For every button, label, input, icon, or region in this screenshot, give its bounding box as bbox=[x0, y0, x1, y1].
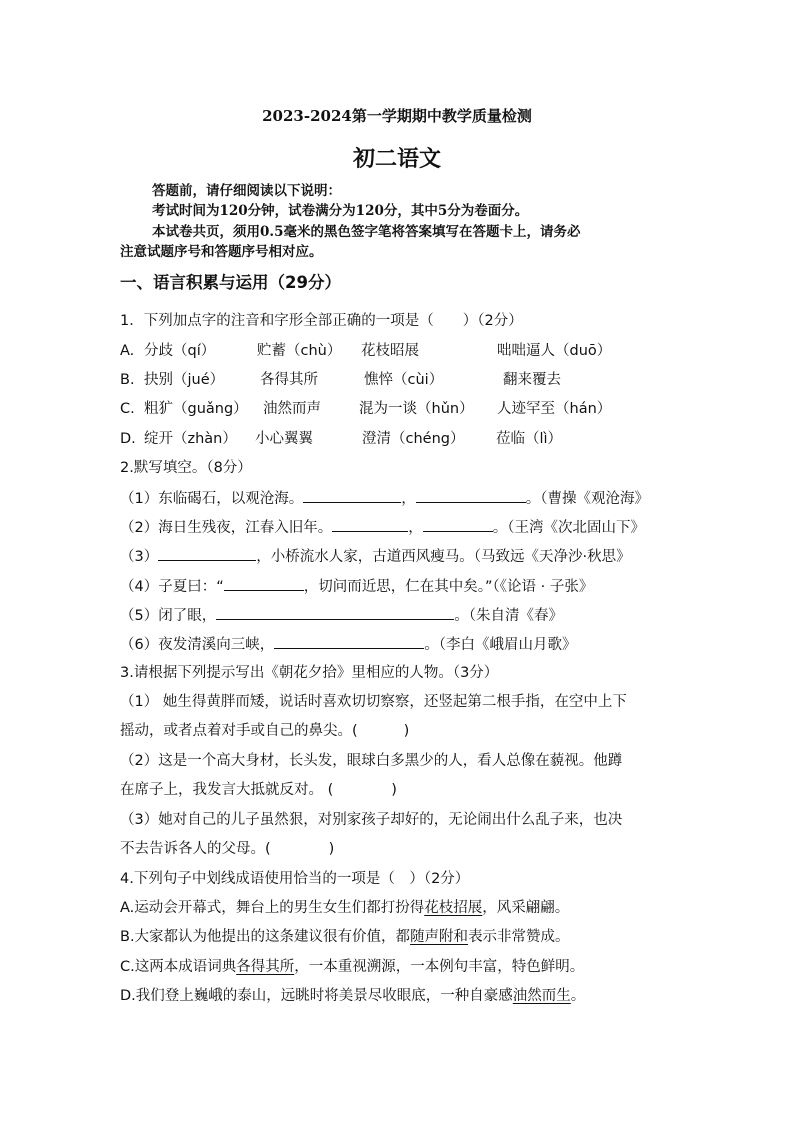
q4-option-a: A.运动会开幕式，舞台上的男生女生们都打扮得花枝招展，风采翩翩。 bbox=[120, 900, 570, 916]
option-label: C. bbox=[120, 401, 135, 417]
q3-item-3-line-1: （3）她对自己的儿子虽然狠，对别家孩子却好的，无论闹出什么乱子来，也决 bbox=[120, 812, 623, 828]
q2-item-5: （5）闭了眼， 。（朱自清《春》 bbox=[120, 604, 563, 626]
q2-item-3: （3） ，小桥流水人家，古道西风瘦马。（马致远《天净沙·秋思》 bbox=[120, 545, 631, 567]
q2-item-4: （4）子夏曰：“ ，切问而近思，仁在其中矣。”（《论语 · 子张》 bbox=[120, 575, 593, 597]
q4-option-d: D.我们登上巍峨的泰山，远眺时将美景尽收眼底，一种自豪感油然而生。 bbox=[120, 988, 586, 1004]
q2-stem: 2.默写填空。（8分） bbox=[120, 460, 252, 476]
q3-item-1-line-2: 摇动，或者点着对手或自己的鼻尖。( ) bbox=[120, 723, 410, 739]
option-item: 花枝昭展 bbox=[361, 343, 419, 359]
answer-blank[interactable] bbox=[158, 545, 256, 561]
underlined-idiom: 各得其所 bbox=[236, 959, 295, 975]
answer-blank[interactable] bbox=[224, 575, 304, 591]
instructions-line-2a: 本试卷共页，须用0.5毫米的黑色签字笔将答案填写在答题卡上，请务必 bbox=[152, 224, 581, 240]
q2-item-1: （1）东临碣石，以观沧海。 ， 。（曹操《观沧海》 bbox=[120, 487, 649, 509]
option-item: 绽开（zhàn） bbox=[144, 431, 237, 447]
option-item: 混为一谈（hǔn） bbox=[359, 401, 474, 417]
instructions-line-2b: 注意试题序号和答题序号相对应。 bbox=[120, 244, 323, 260]
option-item: 澄清（chéng） bbox=[362, 431, 465, 447]
option-item: 莅临（lì） bbox=[496, 431, 563, 447]
option-label: B. bbox=[120, 372, 135, 388]
instructions-line-1: 考试时间为120分钟，试卷满分为120分，其中5分为卷面分。 bbox=[152, 203, 529, 219]
answer-blank[interactable] bbox=[423, 516, 493, 532]
option-item: 贮蓄（chù） bbox=[257, 343, 342, 359]
option-item: 憔悴（cùi） bbox=[364, 372, 444, 388]
answer-blank[interactable] bbox=[274, 633, 424, 649]
option-item: 油然而声 bbox=[263, 401, 321, 417]
q4-stem: 4.下列句子中划线成语使用恰当的一项是（ ）（2分） bbox=[120, 871, 470, 887]
q2-item-6: （6）夜发清溪向三峡， 。（李白《峨眉山月歌》 bbox=[120, 633, 576, 655]
option-item: 抉别（jué） bbox=[144, 372, 225, 388]
instructions-intro: 答题前，请仔细阅读以下说明： bbox=[152, 183, 341, 199]
exam-title: 2023-2024第一学期期中教学质量检测 bbox=[262, 107, 532, 125]
q1-stem: 1．下列加点字的注音和字形全部正确的一项是（ ）（2分） bbox=[120, 313, 523, 329]
option-item: 小心翼翼 bbox=[255, 431, 313, 447]
q4-option-b: B.大家都认为他提出的这条建议很有价值，都随声附和表示非常赞成。 bbox=[120, 929, 570, 945]
answer-blank[interactable] bbox=[416, 487, 526, 503]
option-item: 咄咄逼人（duō） bbox=[497, 343, 612, 359]
section-1-title: 一、语言积累与运用（29分） bbox=[120, 273, 341, 292]
q3-item-1-line-1: （1） 她生得黄胖而矮，说话时喜欢切切察察，还竖起第二根手指，在空中上下 bbox=[120, 694, 627, 710]
q3-item-2-line-1: （2）这是一个高大身材，长头发，眼球白多黑少的人，看人总像在藐视。他蹲 bbox=[120, 753, 623, 769]
q2-item-2: （2）海日生残夜，江春入旧年。 ， 。（王湾《次北固山下》 bbox=[120, 516, 645, 538]
q3-item-3-line-2: 不去告诉各人的父母。( ) bbox=[120, 841, 335, 857]
answer-blank[interactable] bbox=[216, 604, 454, 620]
option-item: 分歧（qí） bbox=[144, 343, 216, 359]
underlined-idiom: 随声附和 bbox=[410, 929, 469, 945]
answer-blank[interactable] bbox=[332, 516, 408, 532]
underlined-idiom: 花枝招展 bbox=[424, 900, 483, 916]
option-label: D. bbox=[120, 431, 136, 447]
option-item: 人迹罕至（hán） bbox=[497, 401, 612, 417]
q3-stem: 3.请根据下列提示写出《朝花夕拾》里相应的人物。（3分） bbox=[120, 665, 499, 681]
option-item: 粗犷（guǎng） bbox=[144, 401, 248, 417]
option-label: A. bbox=[120, 343, 135, 359]
q4-option-c: C.这两本成语词典各得其所，一本重视溯源，一本例句丰富，特色鲜明。 bbox=[120, 959, 585, 975]
option-item: 各得其所 bbox=[260, 372, 318, 388]
q3-item-2-line-2: 在席子上，我发言大抵就反对。 ( ) bbox=[120, 782, 397, 798]
option-item: 翻来覆去 bbox=[503, 372, 561, 388]
answer-blank[interactable] bbox=[303, 487, 401, 503]
underlined-idiom: 油然而生 bbox=[512, 988, 571, 1004]
subject-title: 初二语文 bbox=[352, 146, 441, 172]
